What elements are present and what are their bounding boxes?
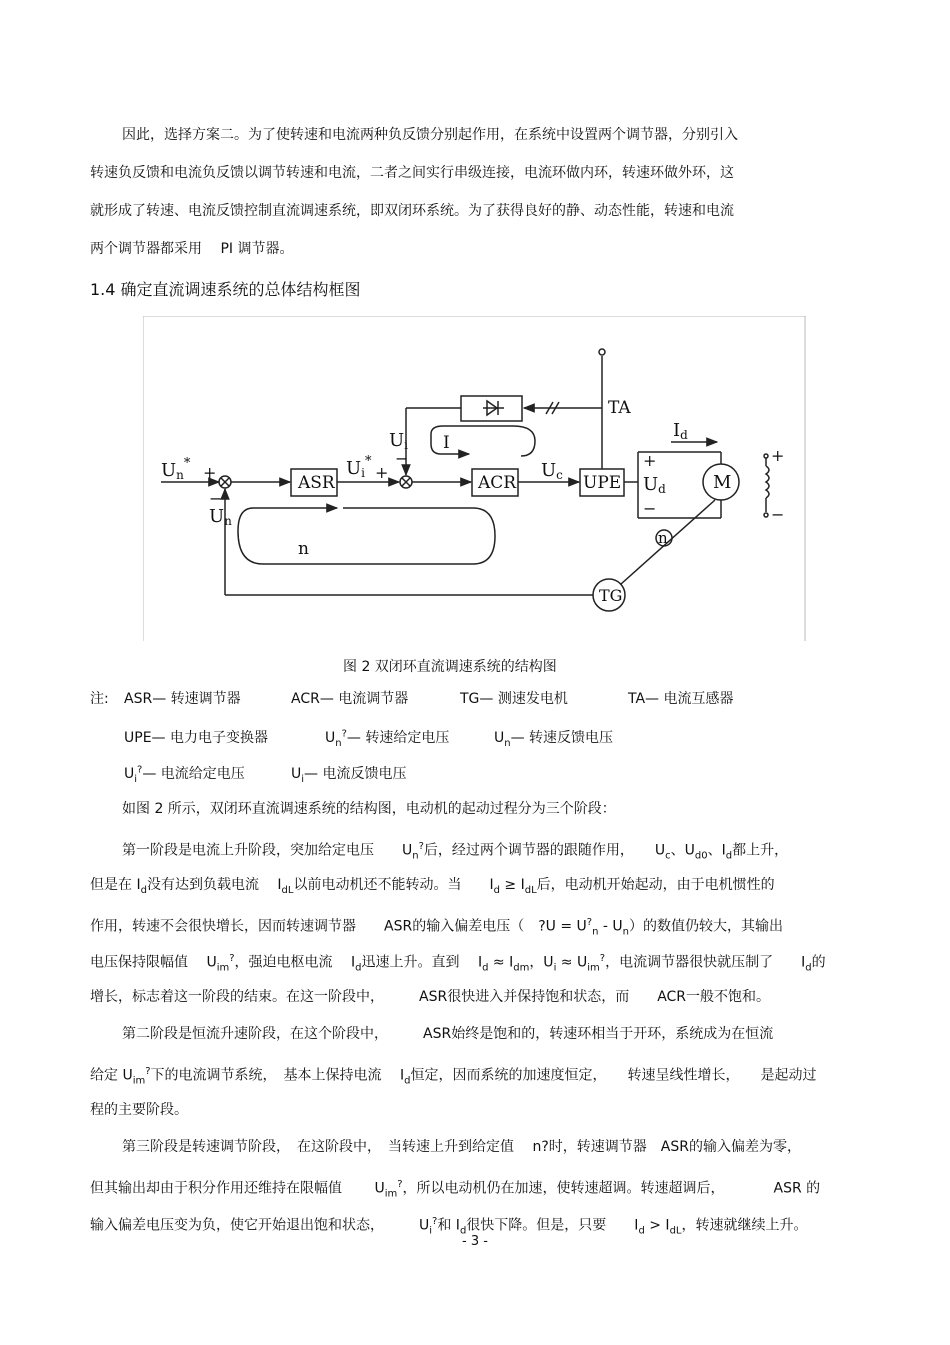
asr-label: ASR — [298, 473, 335, 493]
label-ui-star: Ui* — [346, 454, 372, 480]
label-ui: Ui — [389, 430, 409, 452]
plus-sign-field: + — [771, 446, 785, 465]
upe-label: UPE — [583, 473, 622, 493]
body-line-5: 电压保持限幅值 $U_{im}^?$，强迫电枢电流 $I_d$迅速上升。直到 $I_d \approx I_{dm}$，$U_i \approx U_{im}^?$，电流调节器很快就压制了 $I_d$的 — [90, 953, 826, 974]
minus-sign-3: − — [643, 499, 657, 518]
section-heading: 1.4 确定直流调速系统的总体结构框图 — [90, 280, 361, 299]
acr-label: ACR — [478, 473, 517, 493]
label-uc: Uc — [541, 460, 563, 482]
label-n-motor: n — [658, 529, 668, 547]
note-un-star: $U_n^?—$ 转速给定电压 — [325, 728, 450, 749]
plus-sign-2: + — [375, 463, 389, 482]
intro-line-4: 两个调节器都采用 PI 调节器。 — [90, 241, 294, 257]
note-tg: TG— 测速发电机 — [460, 691, 568, 707]
note-asr: ASR— 转速调节器 — [124, 691, 241, 707]
minus-sign-field: − — [771, 505, 785, 524]
intro-line-2: 转速负反馈和电流负反馈以调节转速和电流，二者之间实行串级连接，电流环做内环，转速环做外环，这 — [90, 165, 734, 181]
page-number: - 3 - — [462, 1234, 488, 1249]
body-line-6: 增长，标志着这一阶段的结束。在这一阶段中， ASR很快进入并保持饱和状态，而 ACR一般不饱和。 — [90, 989, 771, 1005]
body-line-11: 但其输出却由于积分作用还维持在限幅值 $U_{im}^?$，所以电动机仍在加速，使转速超调。转速超调后， ASR 的 — [90, 1179, 821, 1200]
intro-line-1: 因此，选择方案二。为了使转速和电流两种负反馈分别起作用，在系统中设置两个调节器，分别引入 — [122, 127, 738, 143]
figure-caption: 图 2 双闭环直流调速系统的结构图 — [343, 659, 557, 675]
body-line-9: 程的主要阶段。 — [90, 1102, 188, 1118]
block-diagram — [143, 316, 806, 641]
intro-line-3: 就形成了转速、电流反馈控制直流调速系统，即双闭环系统。为了获得良好的静、动态性能，转速和电流 — [90, 203, 734, 219]
body-line-4: 作用，转速不会很快增长，因而转速调节器 ASR的输入偏差电压（ ?U = $U^?_n - U_n$）的数值仍较大，其输出 — [90, 917, 783, 938]
label-un-star: Un* — [161, 456, 191, 482]
body-line-8: 给定 $U_{im}^?$下的电流调节系统， 基本上保持电流 $I_d$恒定，因而系统的加速度恒定， 转速呈线性增长， 是起动过 — [90, 1066, 817, 1087]
note-ui: $U_i—$ 电流反馈电压 — [291, 766, 407, 785]
body-line-3: 但是在 $I_d$没有达到负载电流 $I_{dL}$以前电动机还不能转动。当 $I_d \ge I_{dL}$后，电动机开始起动，由于电机惯性的 — [90, 877, 775, 896]
note-upe: UPE— 电力电子变换器 — [124, 730, 268, 746]
label-n-loop: n — [298, 539, 309, 559]
note-ui-star: $U_i^?—$ 电流给定电压 — [124, 764, 245, 785]
ta-label: TA — [608, 398, 631, 418]
body-line-2: 第一阶段是电流上升阶段，突加给定电压 $U_n^?$后，经过两个调节器的跟随作用， $U_c$、$U_{d0}$、$I_d$都上升， — [122, 841, 789, 862]
note-acr: ACR— 电流调节器 — [291, 691, 409, 707]
label-i-loop: I — [443, 433, 450, 453]
body-line-7: 第二阶段是恒流升速阶段，在这个阶段中， ASR始终是饱和的，转速环相当于开环，系统成为在恒流 — [122, 1026, 774, 1042]
body-line-1: 如图 2 所示，双闭环直流调速系统的结构图，电动机的起动过程分为三个阶段： — [122, 801, 616, 817]
note-ta: TA— 电流互感器 — [628, 691, 734, 707]
label-id: Id — [673, 420, 688, 442]
label-ud: Ud — [643, 474, 666, 496]
plus-sign-3: + — [643, 451, 657, 470]
minus-sign-2: − — [395, 449, 409, 468]
body-line-10: 第三阶段是转速调节阶段， 在这阶段中， 当转速上升到给定值 n?时，转速调节器 ASR的输入偏差为零， — [122, 1139, 801, 1155]
body-line-12: 输入偏差电压变为负，使它开始退出饱和状态， $U_i^?$和 $I_d$很快下降。但是，只要 $I_d > I_{dL}$，转速就继续上升。 — [90, 1216, 808, 1237]
plus-sign-1: + — [203, 463, 217, 482]
note-un: $U_n—$ 转速反馈电压 — [494, 730, 614, 749]
diagram-svg — [143, 316, 806, 641]
label-un: Un — [209, 506, 232, 528]
tg-label: TG — [599, 586, 623, 605]
minus-sign-1: − — [209, 489, 223, 508]
note-prefix: 注: — [90, 691, 109, 707]
motor-label: M — [713, 472, 732, 493]
